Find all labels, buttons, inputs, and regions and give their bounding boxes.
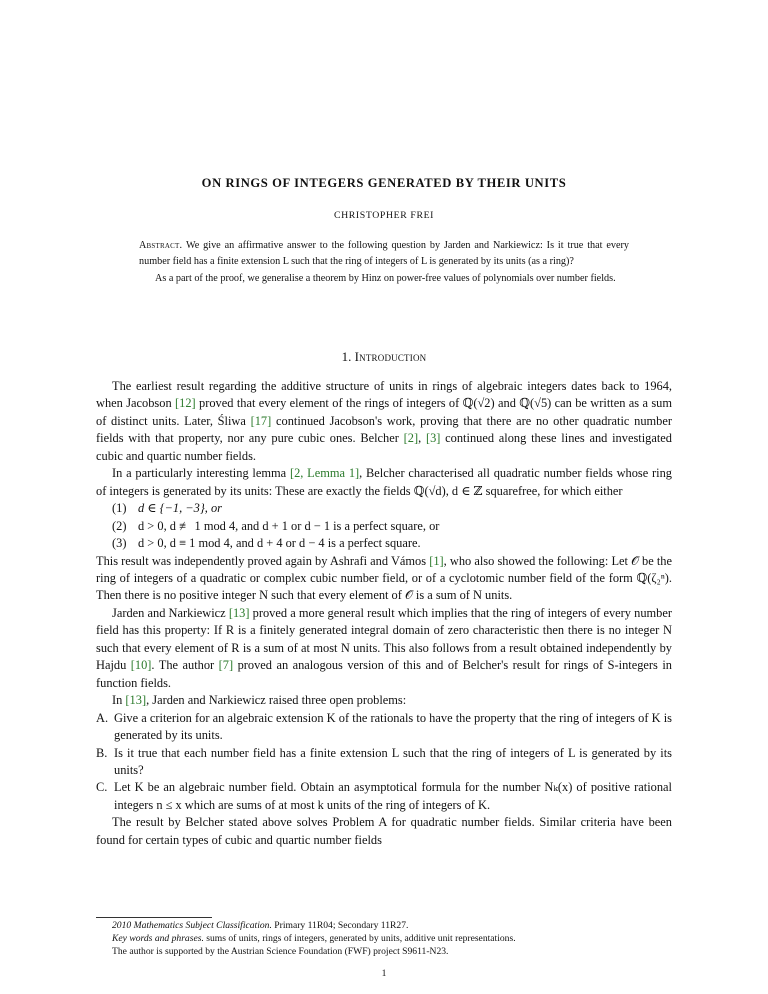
paragraph-3	[96, 553, 672, 605]
paragraph-2	[96, 465, 672, 500]
enum-item	[96, 535, 672, 552]
enum-text: d ∈ {−1, −3}, or	[138, 501, 222, 516]
abstract-label: Abstract.	[139, 240, 183, 251]
footnote-support: The author is supported by the Austrian Science Foundation (FWF) project S9611-N23.	[112, 945, 449, 957]
citation-link[interactable]: [1]	[429, 553, 444, 568]
abstract-text-1: We give an affirmative answer to the following question by Jarden and Narkiewicz: Is it true that every number field has a finite extension L such that the ring of integers of L is generated by its units (as a ring)?	[139, 240, 629, 268]
citation-link[interactable]: [2, Lemma 1]	[289, 466, 360, 481]
problem-text: Give a criterion for an algebraic extension K of the rationals to have the property that the ring of integers of K is generated by its units.	[114, 710, 672, 743]
text-run: , Jarden and Narkiewicz raised three open problems:	[146, 693, 407, 708]
problem-item	[96, 710, 672, 745]
enum-label: (2)	[112, 518, 127, 533]
citation-link[interactable]: [12]	[175, 396, 196, 411]
footnote-divider	[96, 917, 212, 918]
text-run: proved a more general result which implies that the ring of integers of every number field has this property: If R is a finitely generated integral domain of zero characteristic then there is no integer N such that every element of R is a sum of at most N units. This also follows from a result obtained independently by Hajdu	[96, 605, 672, 673]
text-run: , who also showed the following: Let 𝒪 be the ring of integers of a quadratic or complex cubic number field, or of a cyclotomic number field of the form ℚ(ζ₂ⁿ). Then there is no positive integer N such that every element of 𝒪 is a sum of N units.	[96, 553, 672, 603]
citation-link[interactable]: [7]	[218, 658, 234, 673]
problem-label: A.	[96, 710, 109, 725]
paragraph-6: The result by Belcher stated above solves Problem A for quadratic number fields. Similar criteria have been found for certain types of cubic and quartic number fields	[96, 815, 672, 847]
citation-link[interactable]: [10]	[130, 658, 152, 673]
text-run: ,	[418, 431, 426, 446]
citation-link[interactable]: [3]	[425, 431, 441, 446]
enum-item	[96, 518, 672, 535]
problem-text: Let K be an algebraic number field. Obtain an asymptotical formula for the number Nₖ(x) of positive rational integers n ≤ x which are sums of at most k units of the ring of integers of K.	[114, 780, 672, 812]
footnote-keywords	[96, 933, 672, 946]
section-number: 1.	[341, 349, 352, 364]
text-run: This result was independently proved again by Ashrafi and Vámos	[96, 553, 430, 568]
problem-label: C.	[96, 780, 108, 795]
citation-link[interactable]: [2]	[403, 431, 419, 446]
abstract-paragraph-2: As a part of the proof, we generalise a theorem by Hinz on power-free values of polynomials over number fields.	[155, 272, 616, 284]
text-run: . The author	[151, 658, 219, 673]
citation-link[interactable]: [13]	[228, 605, 250, 620]
section-title: Introduction	[354, 349, 427, 364]
problem-text: Is it true that each number field has a finite extension L such that the ring of integers of L is generated by its units?	[114, 745, 672, 777]
enum-text: d > 0, d ≢ 1 mod 4, and d + 1 or d − 1 is a perfect square, or	[138, 518, 440, 533]
text-run: Jarden and Narkiewicz	[112, 605, 229, 620]
section-heading	[96, 349, 672, 365]
abstract	[139, 238, 629, 287]
paragraph-4	[96, 605, 672, 692]
paragraph-1	[96, 378, 672, 465]
text-run: continued along these lines and investigated cubic and quartic number fields.	[96, 431, 672, 463]
text-run: continued Jacobson's work, proving that there are no other quadratic number fields with that property, nor any pure cubic ones. Belcher	[96, 413, 672, 446]
body-text	[96, 378, 672, 849]
enum-item	[96, 500, 672, 517]
footnote-text: Primary 11R04; Secondary 11R27.	[271, 920, 409, 931]
text-run: , Belcher characterised all quadratic number fields whose ring of integers is generated by its units: These are exactly the fields ℚ(√d), d ∈ ℤ squarefree, for which either	[96, 466, 672, 498]
footnote-label: Key words and phrases.	[112, 932, 204, 944]
abstract-paragraph-1	[139, 238, 629, 271]
page-number: 1	[381, 968, 387, 979]
problem-label: B.	[96, 745, 108, 760]
paper-title: ON RINGS OF INTEGERS GENERATED BY THEIR UNITS	[201, 176, 567, 190]
footnote-label: 2010 Mathematics Subject Classification.	[112, 920, 272, 931]
paragraph-5	[96, 692, 672, 709]
text-run: In a particularly interesting lemma	[112, 466, 290, 481]
text-run: The earliest result regarding the additive structure of units in rings of algebraic integers dates back to 1964, when Jacobson	[96, 379, 672, 411]
text-run: In	[112, 693, 126, 708]
enum-label: (1)	[112, 501, 127, 516]
footnote-msc	[96, 920, 672, 933]
problem-item	[96, 779, 672, 814]
text-run: proved that every element of the rings of integers of ℚ(√2) and ℚ(√5) can be written as a sum of distinct units. Later, Śliwa	[96, 396, 672, 428]
paper-author: CHRISTOPHER FREI	[333, 210, 435, 221]
problem-item	[96, 745, 672, 780]
citation-link[interactable]: [13]	[125, 693, 147, 708]
text-run: proved an analogous version of this and of Belcher's result for rings of S-integers in function fields.	[96, 658, 672, 690]
footnotes	[96, 920, 672, 958]
citation-link[interactable]: [17]	[250, 413, 272, 428]
enum-label: (3)	[112, 536, 127, 551]
enum-text: d > 0, d ≡ 1 mod 4, and d + 4 or d − 4 is a perfect square.	[138, 536, 421, 551]
footnote-text: sums of units, rings of integers, generated by units, additive unit representations.	[203, 932, 516, 944]
